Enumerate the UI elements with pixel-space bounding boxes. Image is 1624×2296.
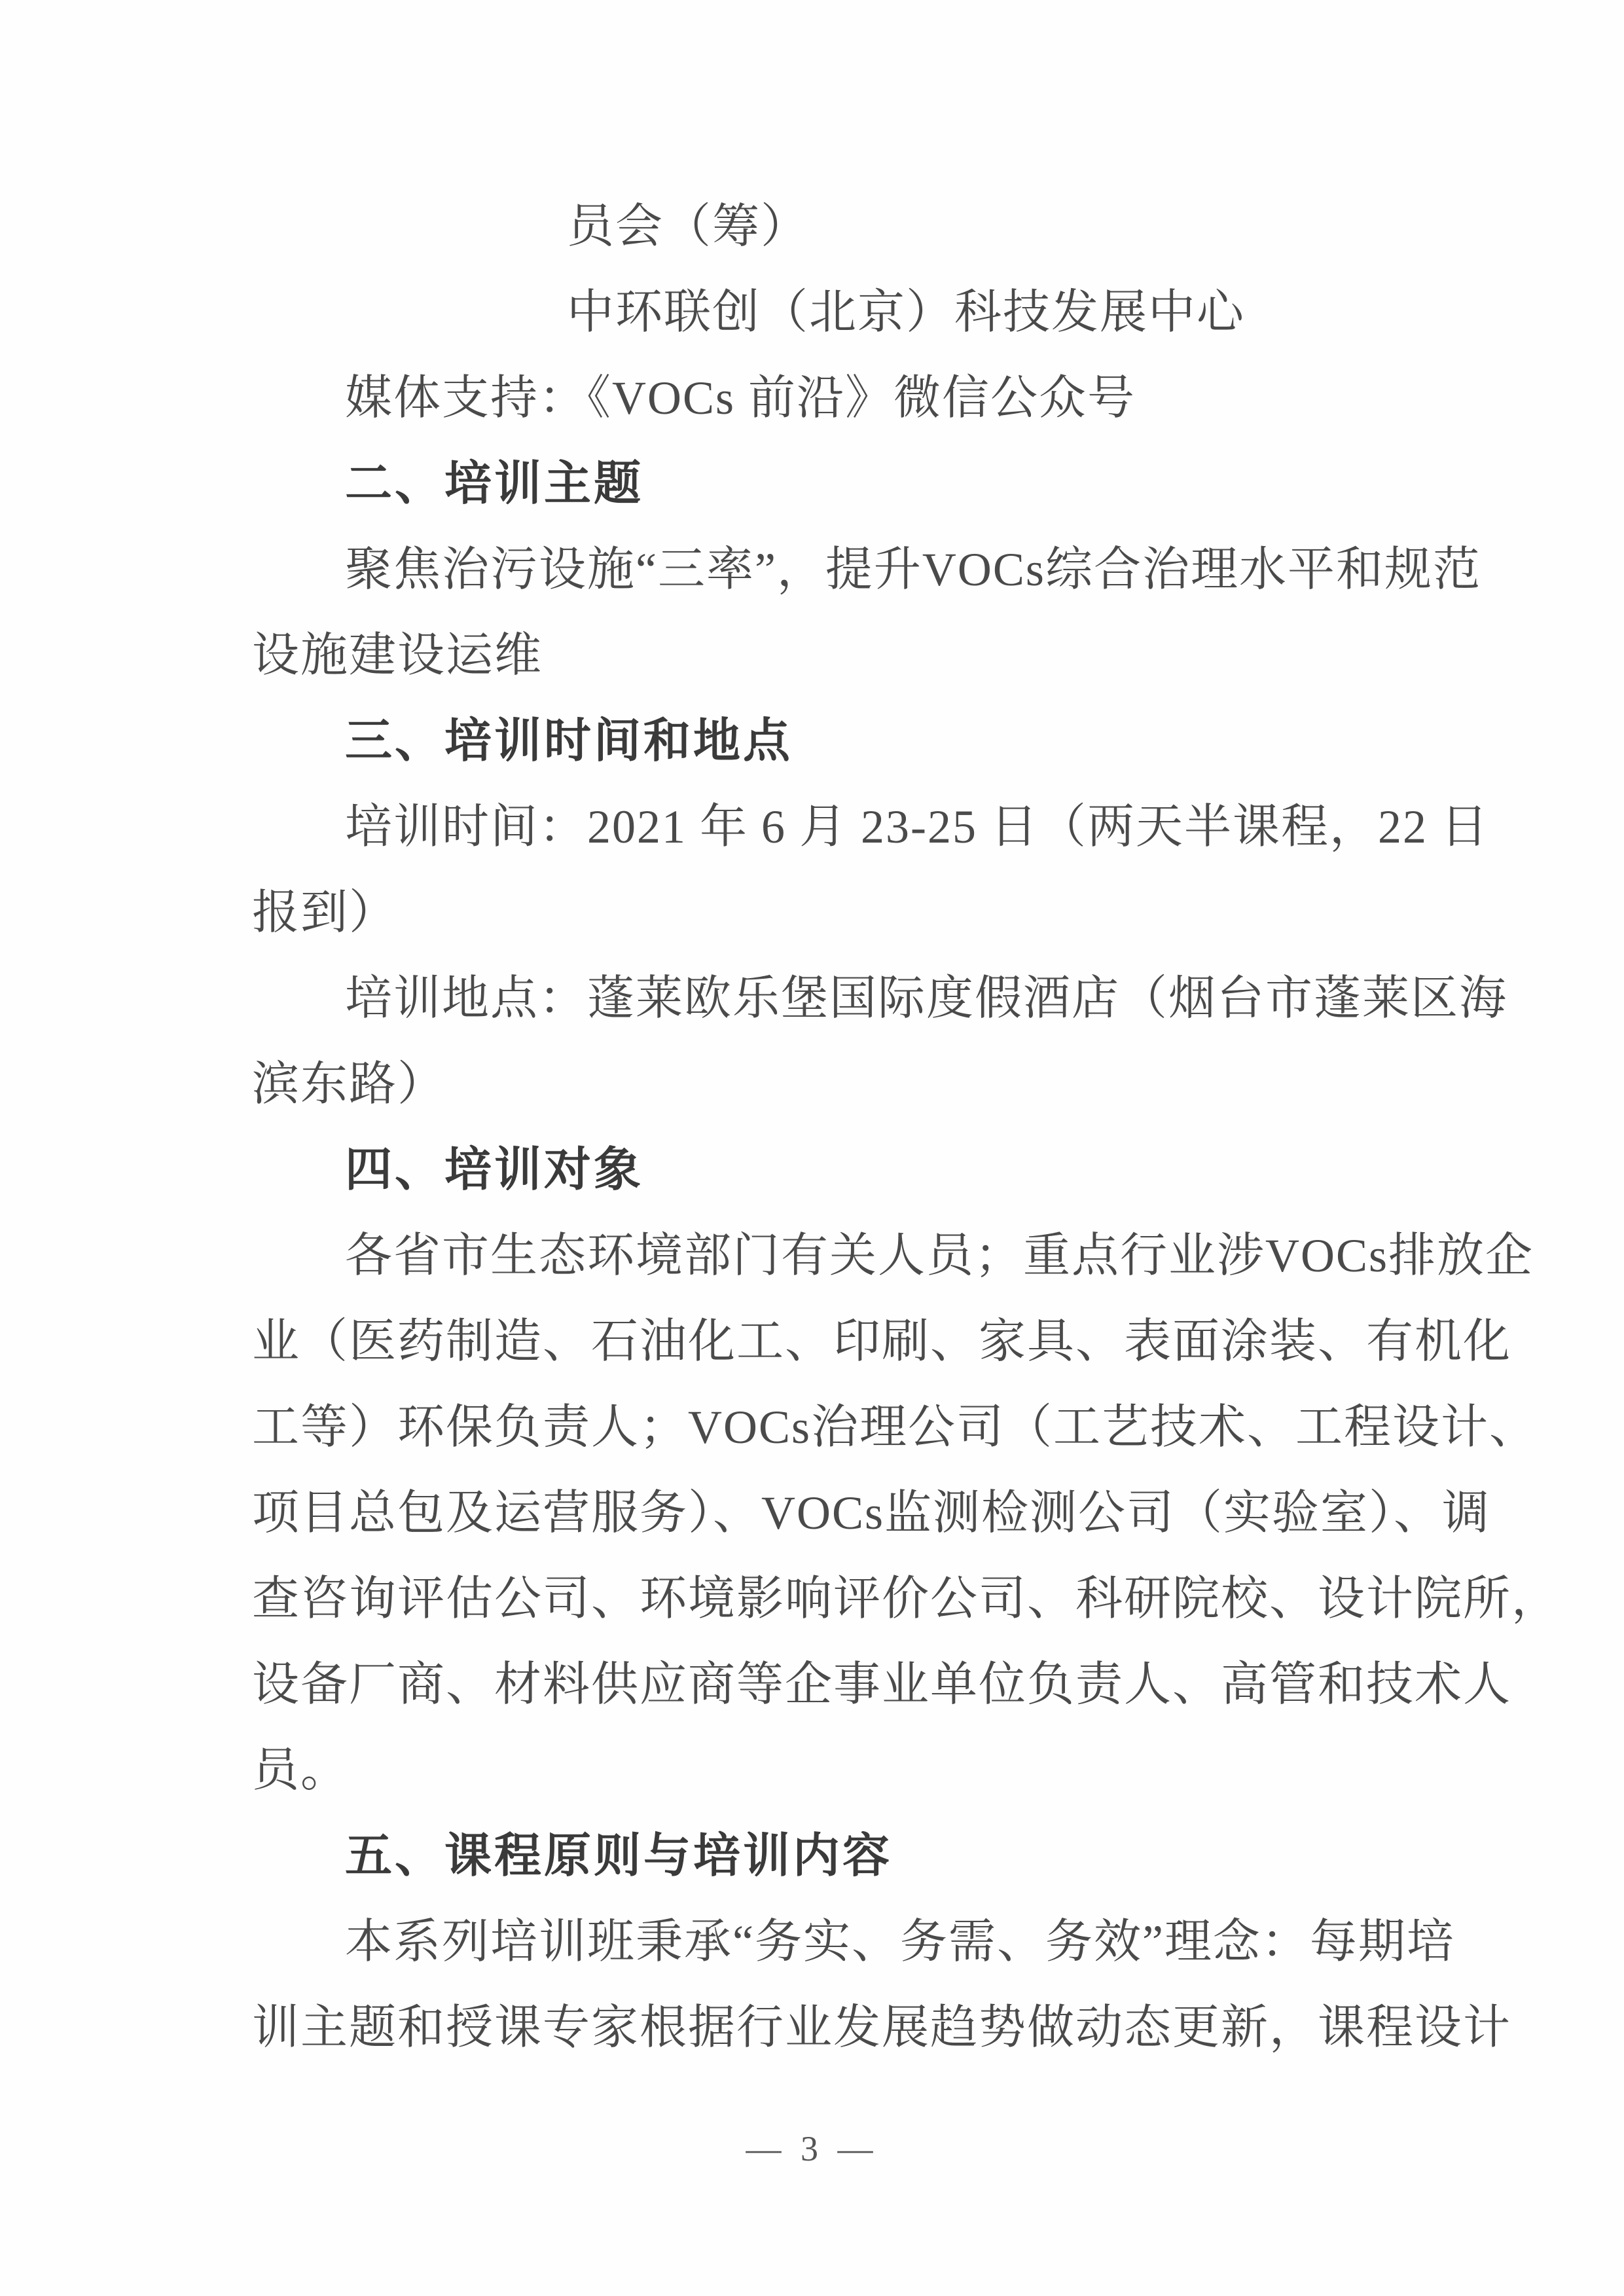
section4-audience-line-3: 工等）环保负责人；VOCs治理公司（工艺技术、工程设计、: [252, 1401, 1538, 1453]
document-body: [0, 184, 1624, 2071]
section2-heading: 二、培训主题: [345, 458, 644, 510]
section3-time-line-1: 培训时间：2021 年 6 月 23-25 日（两天半课程，22 日: [345, 801, 1489, 853]
section4-audience-line-2: 业（医药制造、石油化工、印刷、家具、表面涂装、有机化: [252, 1315, 1512, 1368]
section4-heading: 四、培训对象: [345, 1144, 644, 1196]
section5-content-line-2: 训主题和授课专家根据行业发展趋势做动态更新，课程设计: [252, 2001, 1512, 2054]
page-number: — 3 —: [746, 2129, 878, 2168]
section2-theme-line-1: 聚焦治污设施“三率”，提升VOCs综合治理水平和规范: [345, 543, 1481, 596]
section4-audience-line-1: 各省市生态环境部门有关人员；重点行业涉VOCs排放企: [345, 1230, 1534, 1282]
section4-audience-line-5: 查咨询评估公司、环境影响评价公司、科研院校、设计院所，: [252, 1573, 1561, 1625]
section5-content-line-1: 本系列培训班秉承“务实、务需、务效”理念：每期培: [345, 1916, 1455, 1968]
section4-audience-line-4: 项目总包及运营服务）、VOCs监测检测公司（实验室）、调: [252, 1487, 1491, 1539]
section3-venue-line-2: 滨东路）: [252, 1058, 446, 1110]
section5-heading: 五、课程原则与培训内容: [345, 1830, 893, 1882]
organizer-line-continuation: 员会（筹）: [567, 200, 810, 253]
section3-heading: 三、培训时间和地点: [345, 715, 793, 767]
organizer-line-2: 中环联创（北京）科技发展中心: [567, 286, 1246, 338]
section3-time-line-2: 报到）: [252, 886, 398, 939]
section2-theme-line-2: 设施建设运维: [252, 629, 543, 682]
section4-audience-line-7: 员。: [252, 1744, 350, 1796]
section4-audience-line-6: 设备厂商、材料供应商等企事业单位负责人、高管和技术人: [252, 1658, 1512, 1711]
media-support-line: 媒体支持：《VOCs 前沿》微信公众号: [345, 372, 1136, 424]
section3-venue-line-1: 培训地点：蓬莱欧乐堡国际度假酒店（烟台市蓬莱区海: [345, 972, 1508, 1025]
